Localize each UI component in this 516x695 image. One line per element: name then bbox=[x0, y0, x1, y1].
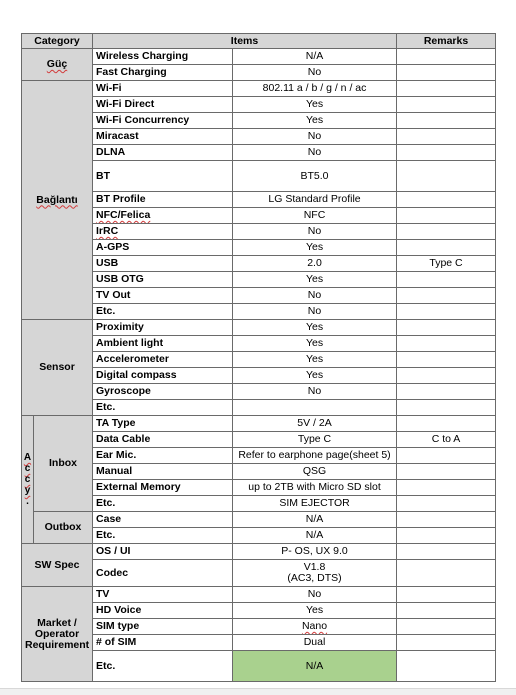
item-remark bbox=[397, 240, 496, 256]
item-remark bbox=[397, 336, 496, 352]
table-row bbox=[22, 432, 496, 448]
item-name: Data Cable bbox=[93, 432, 233, 448]
item-value: Yes bbox=[233, 603, 397, 619]
item-value: No bbox=[233, 304, 397, 320]
table-row bbox=[22, 320, 496, 336]
category-guc: Güç bbox=[22, 49, 93, 81]
table-row bbox=[22, 145, 496, 161]
item-name: Manual bbox=[93, 464, 233, 480]
item-remark bbox=[397, 192, 496, 208]
table-row bbox=[22, 192, 496, 208]
item-remark bbox=[397, 512, 496, 528]
item-name: Proximity bbox=[93, 320, 233, 336]
item-value: Type C bbox=[233, 432, 397, 448]
item-value: No bbox=[233, 145, 397, 161]
table-row bbox=[22, 480, 496, 496]
table-row bbox=[22, 352, 496, 368]
item-remark bbox=[397, 560, 496, 587]
item-value: 2.0 bbox=[233, 256, 397, 272]
codec-version: V1.8 bbox=[303, 561, 326, 573]
category-baglanti: Bağlantı bbox=[22, 81, 93, 320]
codec-formats: (AC3, DTS) bbox=[287, 572, 342, 584]
item-value: Yes bbox=[233, 272, 397, 288]
table-row bbox=[22, 603, 496, 619]
table-row bbox=[22, 113, 496, 129]
table-row bbox=[22, 240, 496, 256]
item-name: USB bbox=[93, 256, 233, 272]
category-sw-spec: SW Spec bbox=[22, 544, 93, 587]
item-remark: C to A bbox=[397, 432, 496, 448]
item-name: OS / UI bbox=[93, 544, 233, 560]
item-value: Nano bbox=[233, 619, 397, 635]
table-row bbox=[22, 161, 496, 192]
table-row bbox=[22, 619, 496, 635]
item-value: Yes bbox=[233, 97, 397, 113]
header-items: Items bbox=[93, 34, 397, 49]
item-value: Yes bbox=[233, 113, 397, 129]
table-row bbox=[22, 587, 496, 603]
item-remark bbox=[397, 528, 496, 544]
table-row bbox=[22, 368, 496, 384]
item-name: BT Profile bbox=[93, 192, 233, 208]
table-row bbox=[22, 544, 496, 560]
item-name: Wi-Fi Direct bbox=[93, 97, 233, 113]
item-remark bbox=[397, 81, 496, 97]
item-name: DLNA bbox=[93, 145, 233, 161]
item-remark bbox=[397, 464, 496, 480]
category-market-operator: Market / Operator Requirement bbox=[22, 587, 93, 682]
item-name: External Memory bbox=[93, 480, 233, 496]
category-sensor: Sensor bbox=[22, 320, 93, 416]
item-value: Yes bbox=[233, 240, 397, 256]
item-name: Wi-Fi bbox=[93, 81, 233, 97]
item-name: USB OTG bbox=[93, 272, 233, 288]
item-value: Yes bbox=[233, 368, 397, 384]
item-name: NFC/Felica bbox=[93, 208, 233, 224]
table-row bbox=[22, 304, 496, 320]
item-value: Yes bbox=[233, 320, 397, 336]
category-accy: A c c y . bbox=[22, 416, 34, 544]
table-row bbox=[22, 651, 496, 682]
spec-table bbox=[21, 33, 496, 682]
item-value: Refer to earphone page(sheet 5) bbox=[233, 448, 397, 464]
item-remark bbox=[397, 544, 496, 560]
item-value: P- OS, UX 9.0 bbox=[233, 544, 397, 560]
item-name: A-GPS bbox=[93, 240, 233, 256]
item-name: TV Out bbox=[93, 288, 233, 304]
table-row bbox=[22, 65, 496, 81]
item-remark bbox=[397, 619, 496, 635]
item-remark bbox=[397, 208, 496, 224]
item-name: Wireless Charging bbox=[93, 49, 233, 65]
table-row bbox=[22, 272, 496, 288]
item-value: No bbox=[233, 129, 397, 145]
item-remark bbox=[397, 97, 496, 113]
item-remark bbox=[397, 352, 496, 368]
item-name: # of SIM bbox=[93, 635, 233, 651]
item-value: No bbox=[233, 384, 397, 400]
table-row bbox=[22, 635, 496, 651]
item-remark bbox=[397, 304, 496, 320]
table-row bbox=[22, 416, 496, 432]
table-row bbox=[22, 448, 496, 464]
item-name: SIM type bbox=[93, 619, 233, 635]
item-value bbox=[233, 560, 397, 587]
item-remark bbox=[397, 272, 496, 288]
item-name: Accelerometer bbox=[93, 352, 233, 368]
item-name: Etc. bbox=[93, 528, 233, 544]
item-value: No bbox=[233, 224, 397, 240]
item-name: Digital compass bbox=[93, 368, 233, 384]
item-remark bbox=[397, 288, 496, 304]
item-remark: Type C bbox=[397, 256, 496, 272]
item-remark bbox=[397, 384, 496, 400]
item-value: NFC bbox=[233, 208, 397, 224]
item-value: N/A bbox=[233, 512, 397, 528]
table-row bbox=[22, 512, 496, 528]
item-remark bbox=[397, 400, 496, 416]
item-remark bbox=[397, 49, 496, 65]
item-name: TV bbox=[93, 587, 233, 603]
item-name: TA Type bbox=[93, 416, 233, 432]
item-name: Etc. bbox=[93, 400, 233, 416]
item-name: Ambient light bbox=[93, 336, 233, 352]
table-row bbox=[22, 496, 496, 512]
item-remark bbox=[397, 635, 496, 651]
item-name: Fast Charging bbox=[93, 65, 233, 81]
table-row bbox=[22, 81, 496, 97]
header-row bbox=[22, 34, 496, 49]
item-value: 802.11 a / b / g / n / ac bbox=[233, 81, 397, 97]
item-remark bbox=[397, 320, 496, 336]
table-row bbox=[22, 256, 496, 272]
header-remarks: Remarks bbox=[397, 34, 496, 49]
table-row bbox=[22, 464, 496, 480]
item-remark bbox=[397, 368, 496, 384]
table-row bbox=[22, 384, 496, 400]
subcategory-outbox: Outbox bbox=[34, 512, 93, 544]
item-remark bbox=[397, 603, 496, 619]
table-row bbox=[22, 208, 496, 224]
item-name: HD Voice bbox=[93, 603, 233, 619]
table-row bbox=[22, 49, 496, 65]
item-name: Etc. bbox=[93, 651, 233, 682]
item-name: Etc. bbox=[93, 304, 233, 320]
item-value: 5V / 2A bbox=[233, 416, 397, 432]
item-name: Ear Mic. bbox=[93, 448, 233, 464]
item-remark bbox=[397, 651, 496, 682]
item-value: BT5.0 bbox=[233, 161, 397, 192]
item-value: up to 2TB with Micro SD slot bbox=[233, 480, 397, 496]
table-row bbox=[22, 560, 496, 587]
item-remark bbox=[397, 145, 496, 161]
item-name: Case bbox=[93, 512, 233, 528]
item-value: Dual bbox=[233, 635, 397, 651]
item-remark bbox=[397, 113, 496, 129]
table-row bbox=[22, 129, 496, 145]
item-name: Gyroscope bbox=[93, 384, 233, 400]
item-name: IrRC bbox=[93, 224, 233, 240]
item-value: No bbox=[233, 587, 397, 603]
item-remark bbox=[397, 448, 496, 464]
item-remark bbox=[397, 496, 496, 512]
subcategory-inbox: Inbox bbox=[34, 416, 93, 512]
table-row bbox=[22, 224, 496, 240]
item-name: Miracast bbox=[93, 129, 233, 145]
item-value: N/A bbox=[233, 49, 397, 65]
item-value-highlighted: N/A bbox=[233, 651, 397, 682]
item-value: Yes bbox=[233, 336, 397, 352]
table-row bbox=[22, 336, 496, 352]
item-value: SIM EJECTOR bbox=[233, 496, 397, 512]
item-value: No bbox=[233, 65, 397, 81]
table-row bbox=[22, 400, 496, 416]
item-value: N/A bbox=[233, 528, 397, 544]
item-value: No bbox=[233, 288, 397, 304]
item-value bbox=[233, 400, 397, 416]
item-value: QSG bbox=[233, 464, 397, 480]
item-name: Codec bbox=[93, 560, 233, 587]
item-remark bbox=[397, 129, 496, 145]
item-remark bbox=[397, 416, 496, 432]
item-name: Wi-Fi Concurrency bbox=[93, 113, 233, 129]
item-value: LG Standard Profile bbox=[233, 192, 397, 208]
item-remark bbox=[397, 65, 496, 81]
table-row bbox=[22, 97, 496, 113]
item-remark bbox=[397, 480, 496, 496]
item-name: BT bbox=[93, 161, 233, 192]
item-name: Etc. bbox=[93, 496, 233, 512]
item-remark bbox=[397, 161, 496, 192]
header-category: Category bbox=[22, 34, 93, 49]
item-remark bbox=[397, 224, 496, 240]
table-row bbox=[22, 288, 496, 304]
item-value: Yes bbox=[233, 352, 397, 368]
item-remark bbox=[397, 587, 496, 603]
table-row bbox=[22, 528, 496, 544]
